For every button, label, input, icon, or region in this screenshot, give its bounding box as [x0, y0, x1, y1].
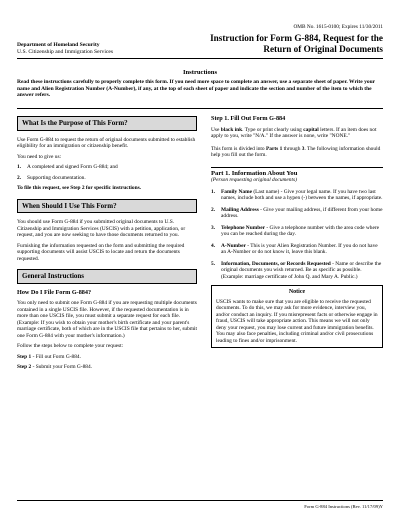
notice-box	[211, 285, 383, 348]
need-item-1-text: A completed and signed Form G-884; and	[27, 164, 118, 170]
omb-number: OMB No. 1615-0100; Expires 11/30/2011	[293, 24, 383, 30]
step-1-paragraph	[211, 127, 383, 140]
item-4-number: 4.	[211, 242, 216, 249]
notice-title: Notice	[288, 289, 306, 295]
step-1-label: Step 1	[17, 353, 32, 360]
section-when-title: When Should I Use This Form?	[17, 199, 197, 214]
item-5-label: Information, Documents, or Records Requested	[221, 260, 331, 267]
item-2-body	[221, 207, 383, 220]
item-5-number: 5.	[211, 260, 216, 267]
step-1-capital: capital	[303, 126, 319, 133]
parts-text-a: This form is divided into	[211, 145, 266, 152]
how-to-file-paragraph: You only need to submit one Form G-884 if you are requesting multiple documents contained in a single USCIS file. However, if the requested documentation is in more than one USCIS file, you must submit a separate request for each file. (Example: If you wish to obtain your mother's birth certificate and your parent's marriage certificate, both of which are in the USCIS file that pertains to her, submit one Form G-884 with your mother's information.)	[17, 300, 198, 339]
item-5-body	[221, 261, 383, 281]
instructions-intro: Read these instructions carefully to properly complete this form. If you need more space to complete an answer, use a separate sheet of paper. Write your name and Alien Registration Number (A-Number), if any, at the top of each sheet of paper and indicate the section and number of the item to which the answer refers.	[17, 79, 375, 99]
parts-paragraph	[211, 146, 383, 159]
parts-text-e: . The following information should help you fill out the form.	[211, 145, 381, 158]
step-1-text-d: letters. If an item does not apply to you, write "N/A." If the answer is none, write "NONE."	[211, 126, 377, 139]
how-to-file-heading: How Do I File Form G-884?	[17, 288, 92, 296]
part-1-item-1	[211, 189, 383, 202]
item-1-label: Family Name	[221, 188, 252, 195]
file-note: To file this request, see Step 2 for specific instructions.	[17, 185, 142, 191]
form-revision-footer: Form G-884 Instructions (Rev. 11/17/09)Y	[304, 504, 383, 509]
parts-text-c: through	[282, 145, 302, 152]
form-title-line-1: Instruction for Form G-884, Request for the	[210, 33, 383, 43]
need-item-1-number: 1.	[17, 164, 22, 170]
step-1-text-a: Use	[211, 126, 221, 133]
item-4-label: A-Number	[221, 242, 246, 249]
part-1-item-5	[211, 261, 383, 281]
left-column	[17, 116, 197, 375]
need-item-1	[17, 164, 197, 171]
part-1-divider	[211, 167, 383, 168]
item-3-text: - Give a telephone number with the area code where you can be reached during the day.	[221, 224, 380, 237]
need-item-2	[17, 175, 197, 182]
step-1-line	[17, 354, 197, 361]
item-5-text: - Name or describe the original documents you wish returned. Be as specific as possible. (Example: marriage certificate of John Q. and Mary A. Public.)	[221, 260, 382, 280]
instructions-heading: Instructions	[182, 69, 218, 76]
when-paragraph-1: You should use Form G-884 if you submitted original documents to U.S. Citizenship and Immigration Services (USCIS) with a petition, application, or request, and you are now seeking to have those documents returned to you.	[17, 219, 186, 238]
part-1-subtitle: (Person requesting original documents)	[211, 177, 297, 183]
part-1-item-2	[211, 207, 383, 220]
purpose-paragraph: Use Form G-884 to request the return of original documents submitted to establish eligibility for an immigration or citizenship benefit.	[17, 136, 196, 149]
section-general-title: General Instructions	[17, 269, 197, 284]
step-2-text: - Submit your Form G-884.	[31, 364, 93, 370]
section-purpose-title: What Is the Purpose of This Form?	[17, 116, 197, 131]
item-1-body	[221, 189, 383, 202]
when-paragraph-2: Furnishing the information requested on the form and submitting the required supporting documents will assist USCIS to locate and return the documents requested.	[17, 242, 185, 262]
agency-name: U.S. Citizenship and Immigration Services	[17, 48, 114, 55]
part-1-items	[211, 189, 383, 281]
step-1-text-c: . Type or print clearly using	[242, 126, 304, 133]
form-title	[210, 33, 383, 54]
item-4-text: - This is your Alien Registration Number. If you do not have an A-Number or do not know it, leave this blank.	[221, 242, 378, 255]
item-1-text: (Last name) - Give your legal name. If you have two last names, include both and use a hypen (-) between the names, if appropriate.	[221, 188, 383, 201]
parts-part-1: Parts 1	[265, 145, 283, 152]
need-item-2-text: Supporting documentation.	[27, 174, 86, 181]
steps-intro: Follow the steps below to complete your request:	[17, 343, 124, 349]
part-1-title: Part 1. Information About You	[211, 169, 298, 177]
part-1-item-4	[211, 243, 383, 256]
intro-divider	[17, 108, 383, 109]
footer-divider	[17, 500, 383, 501]
form-title-line-2: Return of Original Documents	[263, 43, 383, 54]
need-intro: You need to give us:	[17, 153, 62, 160]
step-2-line	[17, 364, 197, 371]
header-divider	[17, 58, 383, 59]
item-3-body	[221, 225, 383, 238]
need-item-2-number: 2.	[17, 174, 22, 181]
item-3-label: Telephone Number	[221, 224, 265, 231]
step-1-heading: Step 1. Fill Out Form G-884	[211, 115, 286, 122]
step-1-text: - Fill out Form G-884.	[31, 353, 81, 360]
item-3-number: 3.	[211, 224, 216, 231]
step-2-label: Step 2	[17, 364, 32, 370]
notice-text: USCIS wants to make sure that you are eligible to receive the requested documents. To do this, we may ask for more evidence, interview you, and/or conduct an inquiry. If you misrepresent facts or otherwise engage in fraud, USCIS will take appropriate action. This means we will not only deny your request, you may lose current and future immigration benefits. You may also face penalties, including criminal and/or civil prosecutions leading to fines and/or imprisonment.	[216, 298, 378, 344]
right-column	[211, 116, 383, 348]
department-name: Department of Homeland Security	[17, 42, 100, 48]
item-1-number: 1.	[211, 188, 216, 195]
parts-part-3: 3	[301, 145, 305, 152]
step-1-black-ink: black ink	[220, 126, 243, 133]
item-2-text: - Give your mailing address, if different from your home address.	[221, 206, 383, 219]
part-1-item-3	[211, 225, 383, 238]
item-4-body	[221, 243, 383, 256]
item-2-number: 2.	[211, 206, 216, 213]
agency-block	[17, 42, 113, 55]
item-2-label: Mailing Address	[221, 206, 259, 213]
